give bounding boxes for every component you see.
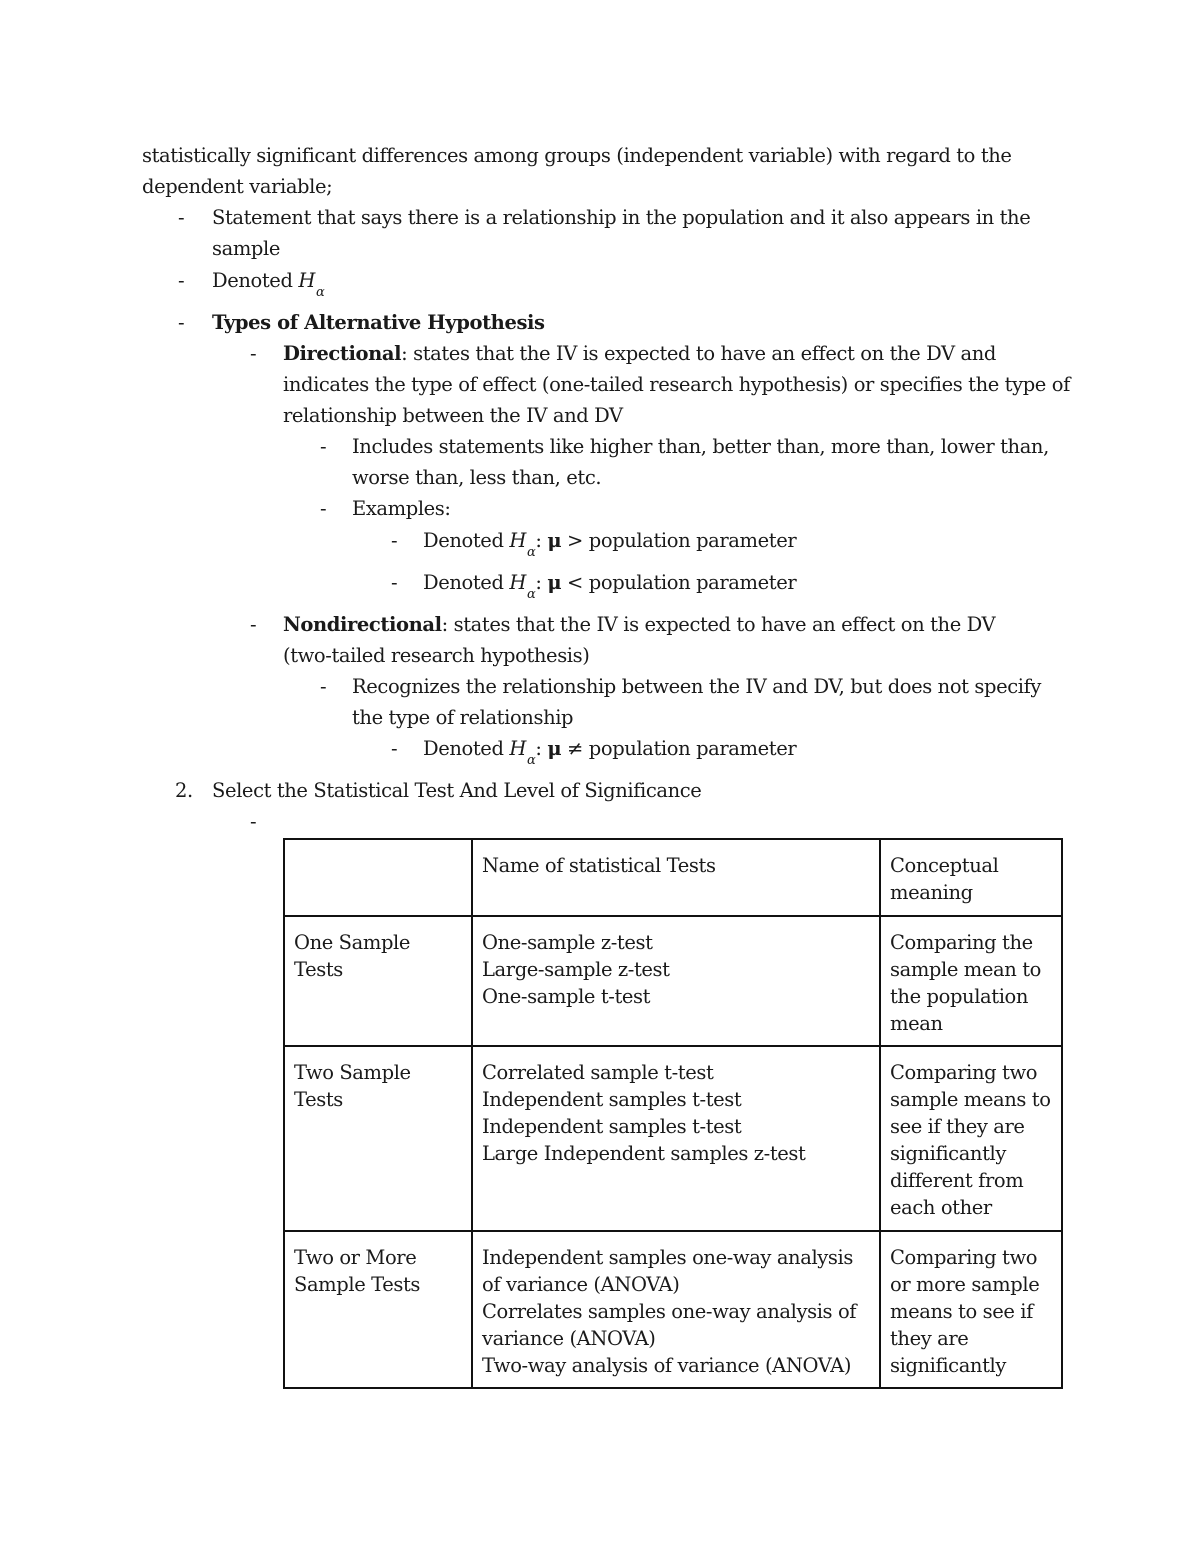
intro-line-1: statistically significant differences among groups (independent variable) with regard to the <box>142 144 1012 167</box>
alpha-subscript: α <box>526 587 536 602</box>
example-text: ≠ population parameter <box>567 737 797 760</box>
tests-cell <box>472 1046 880 1231</box>
tests-cell <box>472 916 880 1046</box>
intro-line-2: dependent variable; <box>142 175 333 198</box>
denoted-label: Denoted <box>212 269 293 292</box>
test-name: Large-sample z-test <box>482 958 670 981</box>
nondirectional-text-1: : states that the IV is expected to have an effect on the DV <box>441 613 996 636</box>
directional-text-1: : states that the IV is expected to have an effect on the DV and <box>401 342 996 365</box>
table-row <box>284 916 1062 1046</box>
h-symbol: H <box>298 269 315 292</box>
bullet-dash: - <box>320 435 327 458</box>
alpha-subscript: α <box>526 753 536 768</box>
directional-line-1 <box>283 342 996 366</box>
includes-line-1: Includes statements like higher than, better than, more than, lower than, <box>352 435 1049 458</box>
statement-line-2: sample <box>212 237 280 260</box>
test-name: Correlates samples one-way analysis of variance (ANOVA) <box>482 1300 857 1350</box>
meaning-cell: Comparing the sample mean to the population mean <box>880 916 1062 1046</box>
bullet-dash: - <box>250 613 257 636</box>
bullet-dash: - <box>178 206 185 229</box>
example-greater-than <box>423 529 797 560</box>
example-not-equal <box>423 737 797 768</box>
statement-line-1: Statement that says there is a relationship in the population and it also appears in the <box>212 206 1031 229</box>
colon: : <box>535 529 542 552</box>
table-header-row <box>284 839 1062 916</box>
header-cell: Conceptual meaning <box>880 839 1062 916</box>
mu-symbol: μ <box>547 737 562 760</box>
bullet-dash: - <box>178 311 185 334</box>
example-less-than <box>423 571 797 602</box>
alpha-subscript: α <box>315 285 325 300</box>
example-text: < population parameter <box>567 571 797 594</box>
example-text: > population parameter <box>567 529 797 552</box>
test-name: Large Independent samples z-test <box>482 1142 806 1165</box>
recognizes-line-2: the type of relationship <box>352 706 574 729</box>
bullet-dash: - <box>320 675 327 698</box>
test-name: Two-way analysis of variance (ANOVA) <box>482 1354 852 1377</box>
directional-line-3: relationship between the IV and DV <box>283 404 623 427</box>
mu-symbol: μ <box>547 529 562 552</box>
meaning-cell: Comparing two or more sample means to see if they are significantly <box>880 1231 1062 1388</box>
nondirectional-line-1 <box>283 613 995 637</box>
table-row <box>284 1231 1062 1388</box>
test-name: One-sample z-test <box>482 931 653 954</box>
h-symbol: H <box>509 529 526 552</box>
denoted-label: Denoted <box>423 571 504 594</box>
bullet-dash: - <box>391 529 398 552</box>
colon: : <box>535 571 542 594</box>
denoted-label: Denoted <box>423 529 504 552</box>
category-cell: One Sample Tests <box>284 916 472 1046</box>
test-name: One-sample t-test <box>482 985 651 1008</box>
step-title: Select the Statistical Test And Level of Significance <box>212 779 702 802</box>
bullet-dash: - <box>391 737 398 760</box>
recognizes-line-1: Recognizes the relationship between the IV and DV, but does not specify <box>352 675 1042 698</box>
directional-term: Directional <box>283 342 402 365</box>
step-number: 2. <box>175 779 193 802</box>
bullet-dash: - <box>391 571 398 594</box>
directional-line-2: indicates the type of effect (one-tailed research hypothesis) or specifies the type of <box>283 373 1070 396</box>
mu-symbol: μ <box>547 571 562 594</box>
tests-cell <box>472 1231 880 1388</box>
category-cell: Two or More Sample Tests <box>284 1231 472 1388</box>
h-symbol: H <box>509 737 526 760</box>
h-symbol: H <box>509 571 526 594</box>
denoted-ha-line <box>212 269 325 300</box>
category-cell: Two Sample Tests <box>284 1046 472 1231</box>
types-heading: Types of Alternative Hypothesis <box>212 311 545 334</box>
colon: : <box>535 737 542 760</box>
examples-label: Examples: <box>352 497 451 520</box>
test-name: Correlated sample t-test <box>482 1061 714 1084</box>
nondirectional-line-2: (two-tailed research hypothesis) <box>283 644 590 667</box>
nondirectional-term: Nondirectional <box>283 613 442 636</box>
test-name: Independent samples one-way analysis of variance (ANOVA) <box>482 1246 853 1296</box>
bullet-dash: - <box>250 810 257 833</box>
statistical-tests-table <box>283 838 1063 1389</box>
meaning-cell: Comparing two sample means to see if they are significantly different from each other <box>880 1046 1062 1231</box>
includes-line-2: worse than, less than, etc. <box>352 466 602 489</box>
table-row <box>284 1046 1062 1231</box>
bullet-dash: - <box>320 497 327 520</box>
header-cell <box>284 839 472 916</box>
test-name: Independent samples t-test <box>482 1115 742 1138</box>
header-cell: Name of statistical Tests <box>472 839 880 916</box>
bullet-dash: - <box>250 342 257 365</box>
bullet-dash: - <box>178 269 185 292</box>
denoted-label: Denoted <box>423 737 504 760</box>
test-name: Independent samples t-test <box>482 1088 742 1111</box>
alpha-subscript: α <box>526 545 536 560</box>
